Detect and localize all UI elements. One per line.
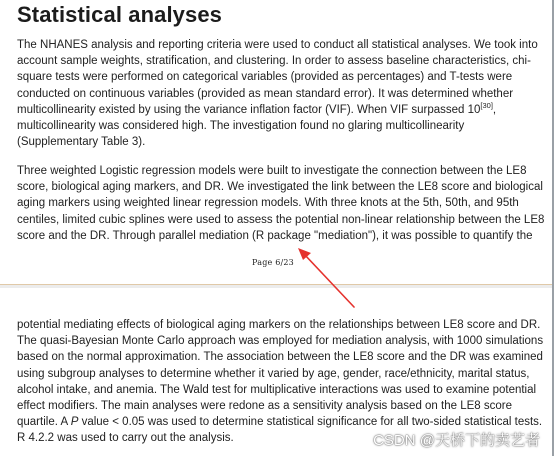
text-line: alcohol intake, and anemia. The Wald test for multiplicative interactions was used to examine potential	[17, 383, 537, 396]
text-line: score, biological aging markers, and DR. We investigated the link between the LE8 score and biological	[17, 181, 543, 194]
paragraph-statistical-criteria	[17, 37, 537, 150]
text-line: account sample weights, stratification, and clustering. In order to assess baseline characteristics, chi-	[17, 55, 531, 68]
text-line: score and the DR. Through parallel mediation (R package "mediation"), it was possible to quantify the	[17, 229, 533, 242]
text-line: centiles, limited cubic splines were used to assess the potential non-linear relationship between the LE8	[17, 213, 545, 226]
text-line: aging markers using weighted linear regression models. With three knots at the 5th, 50th, and 95th	[17, 197, 519, 210]
text-line	[17, 102, 537, 118]
italic-p: P	[70, 416, 79, 429]
text-line	[17, 414, 543, 430]
page-number-label: Page 6/23	[252, 258, 294, 267]
text-fragment: ,	[492, 103, 497, 116]
text-line: effect modifiers. The main analyses were redone as a sensitivity analysis based on the LE8 score	[17, 400, 512, 413]
text-line: conducted on continuous variables (provided as mean standard error). It was determined whether	[17, 87, 514, 100]
text-line: based on the normal approximation. The association between the LE8 score and the DR was examined	[17, 351, 543, 364]
text-line: multicollinearity was considered high. The investigation found no glaring multicollinearity	[17, 120, 465, 133]
text-fragment: value < 0.05 was used to determine statistical significance for all two-sided statistical tests.	[78, 416, 543, 429]
text-fragment: multicollinearity existed by using the variance inflation factor (VIF). When VIF surpassed 10	[17, 103, 481, 116]
section-heading: Statistical analyses	[17, 2, 223, 27]
paragraph-regression-models	[17, 163, 545, 244]
text-line: potential mediating effects of biological aging markers on the relationships between LE8 score and DR.	[17, 319, 541, 331]
watermark: CSDN @天桥下的卖艺者	[373, 432, 540, 449]
citation-link[interactable]: [30]	[480, 100, 493, 110]
paragraph-mediation-analysis	[17, 317, 544, 447]
text-line: R 4.2.2 was used to carry out the analysis.	[17, 432, 234, 445]
text-fragment: quartile. A	[17, 416, 71, 429]
text-line: The quasi-Bayesian Monte Carlo approach was employed for mediation analysis, with 1000 simulations	[17, 335, 544, 348]
text-line: Three weighted Logistic regression models were built to investigate the connection between the LE8	[17, 165, 527, 177]
text-line: (Supplementary Table 3).	[17, 136, 146, 149]
text-line: square tests were performed on categorical variables (provided as percentages) and T-tests were	[17, 71, 513, 84]
text-line: using subgroup analyses to determine whether it varied by age, gender, race/ethnicity, marital status,	[17, 367, 530, 380]
text-line: The NHANES analysis and reporting criteria were used to conduct all statistical analyses. We took into	[17, 39, 538, 51]
